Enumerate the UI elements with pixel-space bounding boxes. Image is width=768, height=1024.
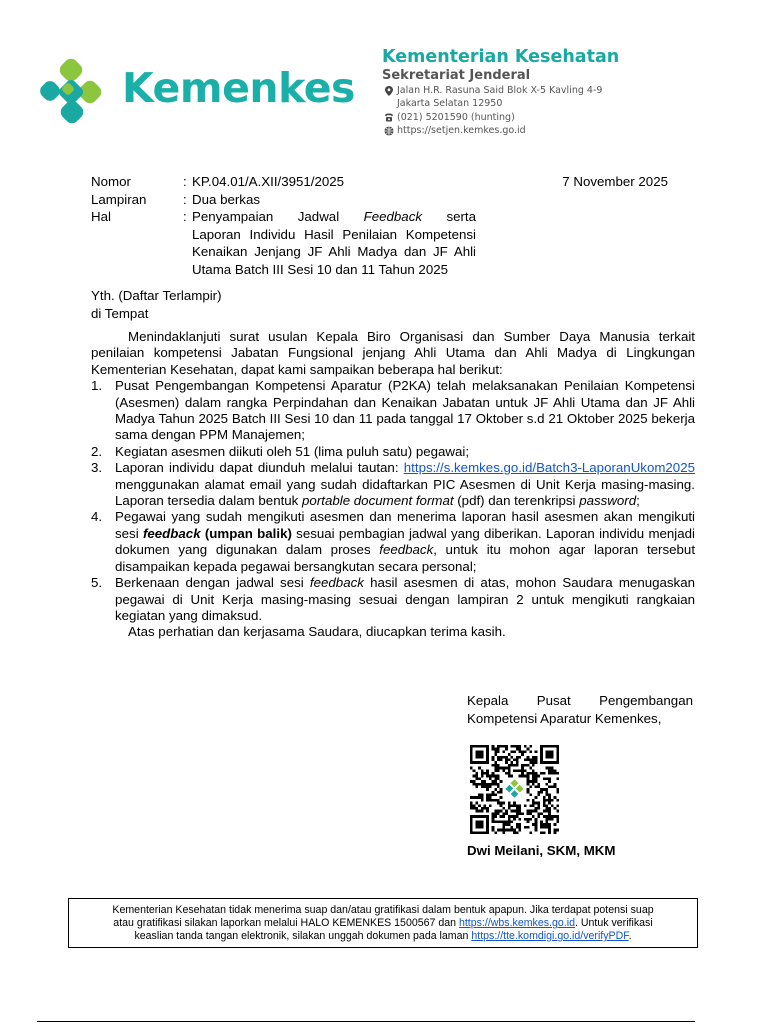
hal-line2: Laporan Individu Hasil Penilaian Kompetensi <box>192 226 476 242</box>
address-line2: Jakarta Selatan 12950 <box>397 98 503 110</box>
hal-value <box>192 208 476 278</box>
footer-line3: keaslian tanda tangan elektronik, silakan unggah dokumen pada laman https://tte.komdigi.go.id/verifyPDF. <box>134 930 632 942</box>
colon: : <box>183 174 187 189</box>
kemenkes-logo <box>38 58 106 128</box>
points-list <box>91 378 695 624</box>
lampiran-label: Lampiran <box>91 191 147 207</box>
letter-date: 7 November 2025 <box>562 174 668 189</box>
wbs-link[interactable]: https://wbs.kemkes.go.id <box>458 917 575 929</box>
list-item: 4. Pegawai yang sudah mengikuti asesmen dan menerima laporan hasil asesmen akan mengikuti sesi feedback (umpan balik) sesuai pembagian jadwal yang diberikan. Laporan individu menjadi dokumen yang digunakan dalam proses feedback, untuk itu mohon agar laporan tersebut disampaikan kepada pegawai bersangkutan secara personal; <box>91 509 696 574</box>
footer-line2: atau gratifikasi silakan laporkan melalui HALO KEMENKES 1500567 dan https://wbs.kemkes.go.id. Untuk verifikasi <box>113 917 653 929</box>
list-item: 3. Laporan individu dapat diunduh melalui tautan: https://s.kemkes.go.id/Batch3-LaporanUkom2025 menggunakan alamat email yang sudah didaftarkan PIC Asesmen di Unit Kerja masing-masing. Laporan tersedia dalam bentuk portable document format (pdf) dan terenkripsi password; <box>91 460 695 509</box>
letter-meta <box>91 173 676 279</box>
phone-number: (021) 5201590 (hunting) <box>397 111 515 123</box>
hal-line4: Utama Batch III Sesi 10 dan 11 Tahun 2025 <box>192 261 449 277</box>
report-download-link[interactable]: https://s.kemkes.go.id/Batch3-LaporanUkom2025 <box>403 460 695 476</box>
hal-label: Hal <box>91 209 111 225</box>
hal-line1: Penyampaian Jadwal Feedback serta <box>192 209 477 225</box>
verify-pdf-link[interactable]: https://tte.komdigi.go.id/verifyPDF <box>471 930 629 942</box>
signature-qr-code[interactable] <box>470 745 559 834</box>
phone-icon <box>382 113 395 122</box>
nomor-value: KP.04.01/A.XII/3951/2025 <box>192 174 345 189</box>
recipient-line1: Yth. (Daftar Terlampir) <box>91 288 222 303</box>
intro-paragraph: Menindaklanjuti surat usulan Kepala Biro Organisasi dan Sumber Daya Manusia terkait penilaian kompetensi Jabatan Fungsional jenjang Ahli Utama dan Ahli Madya di Lingkungan Kementerian Kesehatan, dapat kami sampaikan beberapa hal berikut: <box>91 329 695 377</box>
location-pin-icon <box>382 86 395 96</box>
ministry-name: Kementerian Kesehatan <box>382 47 620 67</box>
website-url[interactable]: https://setjen.kemkes.go.id <box>397 125 526 137</box>
signer-name: Dwi Meilani, SKM, MKM <box>467 843 616 858</box>
list-item: 1. Pusat Pengembangan Kompetensi Aparatur (P2KA) telah melaksanakan Penilaian Kompetensi (Asesmen) dalam rangka Perpindahan dan Kenaikan Jabatan untuk JF Ahli Utama dan JF Ahli Madya Tahun 2025 Batch III Sesi 10 dan 11 pada tanggal 17 Oktober s.d 21 Oktober 2025 bekerja sama dengan PPM Manajemen; <box>91 378 695 443</box>
nomor-label: Nomor <box>91 174 131 189</box>
letter-body <box>91 329 695 641</box>
unit-name: Sekretariat Jenderal <box>382 68 531 83</box>
address-line1: Jalan H.R. Rasuna Said Blok X-5 Kavling 4-9 <box>397 85 603 96</box>
signature-block <box>467 692 693 727</box>
bottom-rule <box>37 1021 695 1022</box>
address-row <box>382 84 602 97</box>
footer-notice <box>68 898 698 948</box>
closing-paragraph: Atas perhatian dan kerjasama Saudara, diucapkan terima kasih. <box>128 624 506 640</box>
lampiran-value: Dua berkas <box>192 191 260 207</box>
footer-line1: Kementerian Kesehatan tidak menerima suap dan/atau gratifikasi dalam bentuk apapun. Jika terdapat potensi suap <box>112 904 654 916</box>
website-row <box>382 124 602 137</box>
contact-block <box>382 84 602 138</box>
list-item: 2. Kegiatan asesmen diikuti oleh 51 (lima puluh satu) pegawai; <box>91 443 470 459</box>
globe-icon <box>382 126 395 136</box>
colon: : <box>183 191 187 207</box>
brand-name: Kemenkes <box>122 64 355 112</box>
hal-row <box>91 208 676 278</box>
hal-line3: Kenaikan Jenjang JF Ahli Madya dan JF Ahli <box>192 244 476 260</box>
signer-title-line1: Kepala Pusat Pengembangan <box>467 693 693 708</box>
list-item: 5. Berkenaan dengan jadwal sesi feedback hasil asesmen di atas, mohon Saudara menugaskan pegawai di Unit Kerja masing-masing sesuai dengan lampiran 2 untuk mengikuti rangkaian kegiatan yang dimaksud. <box>91 575 695 623</box>
phone-row <box>382 111 602 124</box>
recipient-block <box>91 287 222 322</box>
lampiran-row <box>91 191 676 209</box>
colon: : <box>183 209 187 225</box>
recipient-line2: di Tempat <box>91 305 149 321</box>
signer-title-line2: Kompetensi Aparatur Kemenkes, <box>467 710 662 726</box>
